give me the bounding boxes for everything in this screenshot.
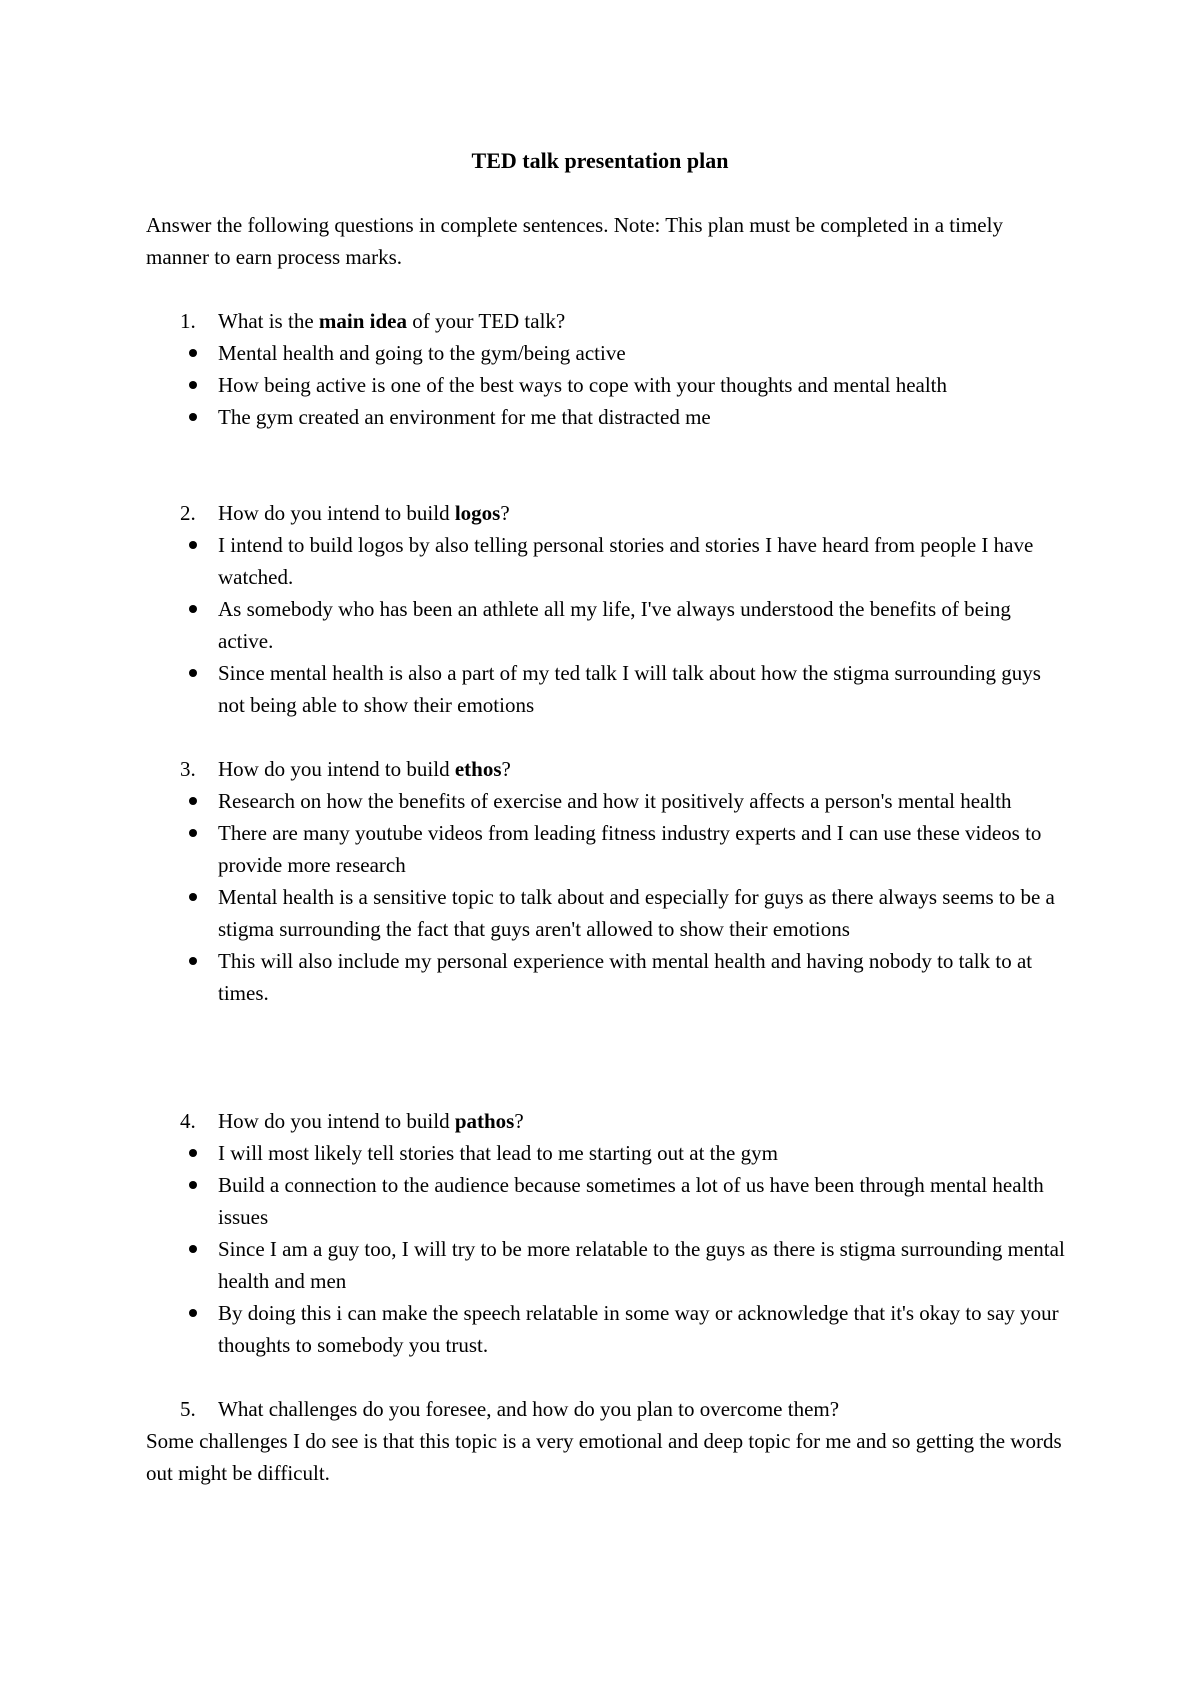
bullet-icon: [189, 381, 197, 389]
question-1-section: [146, 305, 1066, 433]
question-2-section: [146, 497, 1066, 721]
list-item: I will most likely tell stories that lead to me starting out at the gym: [146, 1137, 1066, 1169]
question-number: 4.: [180, 1109, 196, 1133]
question-number: 3.: [180, 757, 196, 781]
list-item: Mental health and going to the gym/being active: [146, 337, 1066, 369]
bullet-icon: [189, 893, 197, 901]
intro-paragraph: Answer the following questions in complete sentences. Note: This plan must be completed in a timely manner to earn process marks.: [146, 213, 1003, 269]
question-3-prompt: 3. How do you intend to build ethos?: [146, 753, 1066, 785]
question-1-bullets: [146, 337, 1066, 433]
list-item: The gym created an environment for me that distracted me: [146, 401, 1066, 433]
list-item: How being active is one of the best ways to cope with your thoughts and mental health: [146, 369, 1066, 401]
list-item: There are many youtube videos from leading fitness industry experts and I can use these videos to provide more research: [146, 817, 1066, 881]
question-keyword: ethos: [454, 757, 502, 781]
bullet-icon: [189, 349, 197, 357]
question-5-prompt: 5. What challenges do you foresee, and how do you plan to overcome them?: [146, 1393, 1066, 1425]
bullet-icon: [189, 541, 197, 549]
question-5-section: [146, 1393, 1066, 1489]
question-4-section: [146, 1105, 1066, 1361]
bullet-icon: [189, 1149, 197, 1157]
list-item: Since I am a guy too, I will try to be more relatable to the guys as there is stigma surrounding mental health and men: [146, 1233, 1066, 1297]
bullet-icon: [189, 605, 197, 613]
question-4-prompt: 4. How do you intend to build pathos?: [146, 1105, 1066, 1137]
bullet-icon: [189, 413, 197, 421]
bullet-icon: [189, 829, 197, 837]
list-item: I intend to build logos by also telling personal stories and stories I have heard from people I have watched.: [146, 529, 1066, 593]
question-3-bullets: [146, 785, 1066, 1009]
question-number: 2.: [180, 501, 196, 525]
list-item: This will also include my personal experience with mental health and having nobody to talk to at times.: [146, 945, 1066, 1009]
bullet-icon: [189, 1309, 197, 1317]
list-item: By doing this i can make the speech relatable in some way or acknowledge that it's okay to say your thoughts to somebody you trust.: [146, 1297, 1066, 1361]
list-item: As somebody who has been an athlete all my life, I've always understood the benefits of being active.: [146, 593, 1066, 657]
page-title: TED talk presentation plan: [471, 148, 729, 173]
bullet-icon: [189, 797, 197, 805]
list-item: Since mental health is also a part of my ted talk I will talk about how the stigma surrounding guys not being able to show their emotions: [146, 657, 1066, 721]
list-item: Research on how the benefits of exercise and how it positively affects a person's mental health: [146, 785, 1066, 817]
question-keyword: pathos: [454, 1109, 515, 1133]
question-number: 5.: [180, 1397, 196, 1421]
question-5-answer: Some challenges I do see is that this topic is a very emotional and deep topic for me and so getting the words out might be difficult.: [146, 1429, 1062, 1485]
question-3-section: [146, 753, 1066, 1009]
question-1-prompt: 1. What is the main idea of your TED talk?: [146, 305, 1066, 337]
bullet-icon: [189, 669, 197, 677]
list-item: Build a connection to the audience because sometimes a lot of us have been through mental health issues: [146, 1169, 1066, 1233]
bullet-icon: [189, 957, 197, 965]
question-2-bullets: [146, 529, 1066, 721]
question-2-prompt: 2. How do you intend to build logos?: [146, 497, 1066, 529]
question-4-bullets: [146, 1137, 1066, 1361]
bullet-icon: [189, 1181, 197, 1189]
question-keyword: logos: [454, 501, 501, 525]
question-number: 1.: [180, 309, 196, 333]
list-item: Mental health is a sensitive topic to talk about and especially for guys as there always seems to be a stigma surrounding the fact that guys aren't allowed to show their emotions: [146, 881, 1066, 945]
bullet-icon: [189, 1245, 197, 1253]
question-keyword: main idea: [318, 309, 407, 333]
